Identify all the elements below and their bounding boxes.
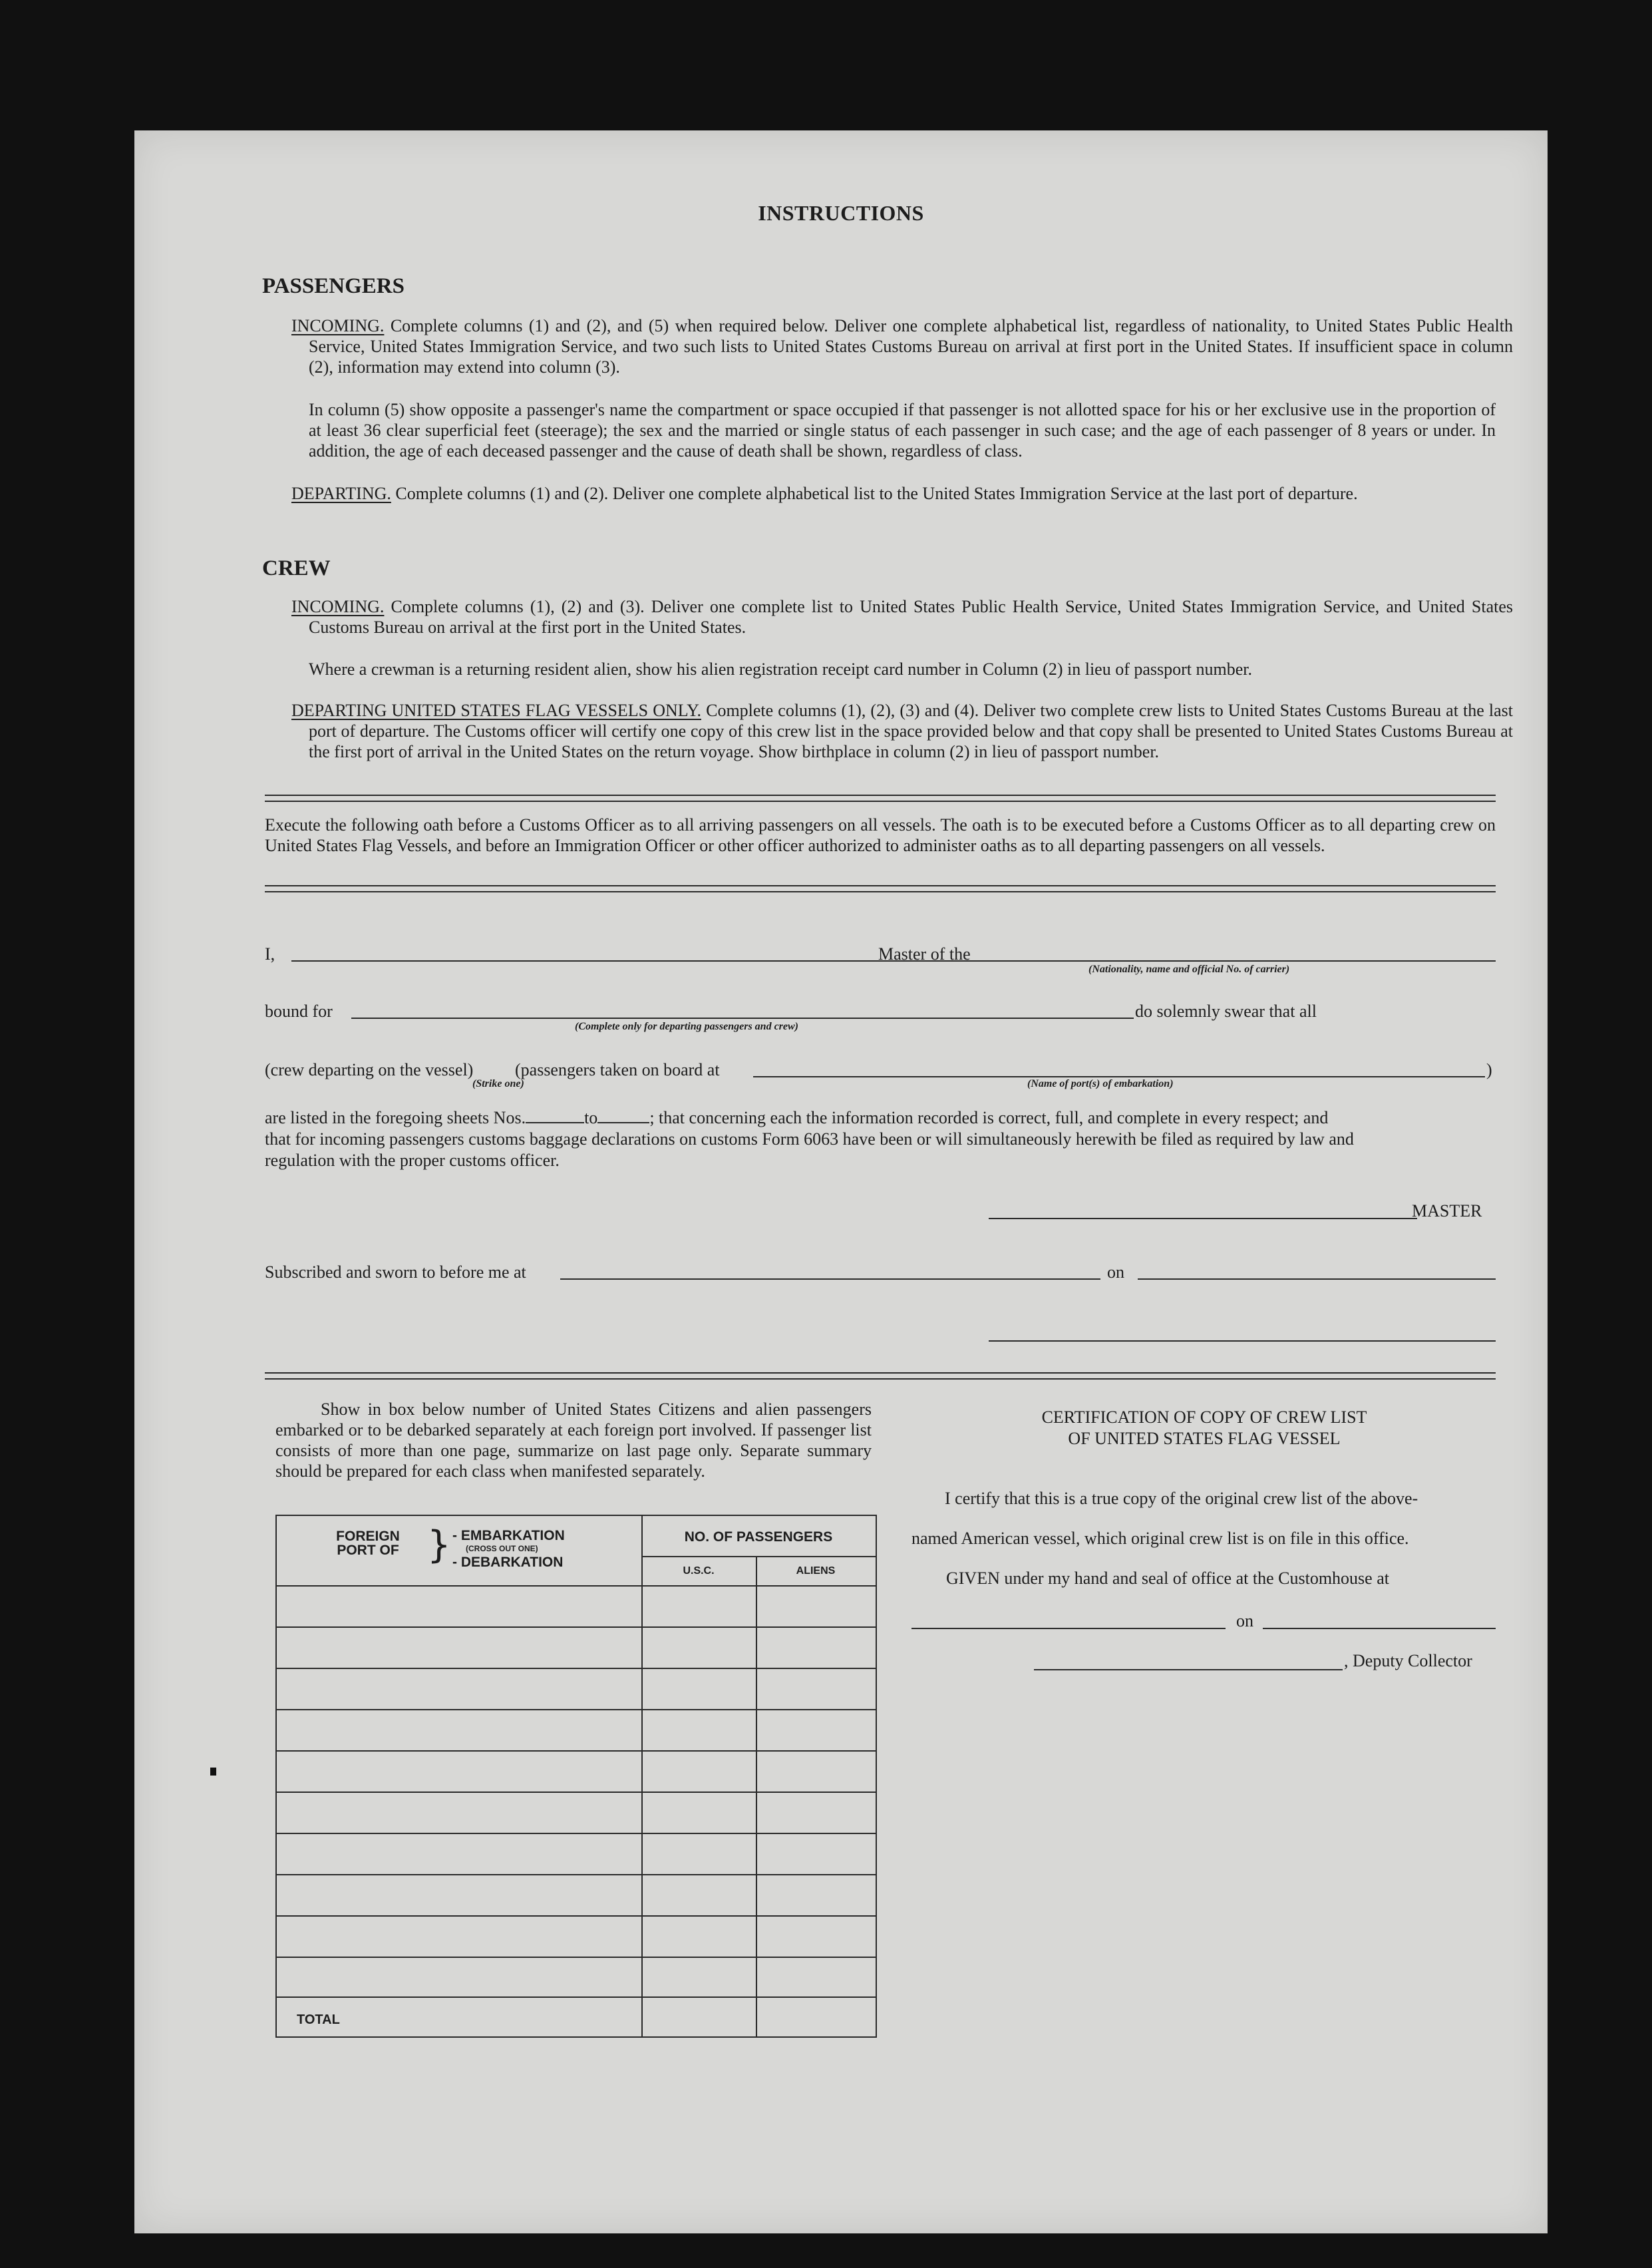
carrier-line[interactable] <box>987 960 1496 962</box>
crew-departing-text: Complete columns (1), (2), (3) and (4). Deliver two complete crew lists to United States Customs Bureau at the last port of departure. The Customs officer will certify one copy of this crew list in the space provided below and that copy shall be presented to United States Customs Bureau at the first port of arrival in the United States on the return voyage. Show birthplace in column (2) in lieu of passport number. <box>309 701 1513 761</box>
listed-d: regulation with the proper customs officer. <box>265 1151 560 1170</box>
passengers-heading: PASSENGERS <box>262 274 405 298</box>
crew-departing-paragraph <box>291 700 1513 762</box>
deputy-signature-line[interactable] <box>1034 1669 1343 1670</box>
officer-signature-line[interactable] <box>989 1340 1496 1342</box>
divider-double <box>265 885 1496 892</box>
form-page <box>134 130 1548 2233</box>
sheet-from-field[interactable] <box>526 1107 584 1123</box>
table-header-split <box>641 1556 876 1557</box>
oath-i: I, <box>265 944 275 964</box>
table-row <box>277 1626 876 1628</box>
passengers-departing-paragraph <box>291 483 1513 504</box>
page-title: INSTRUCTIONS <box>758 201 924 225</box>
swear-label: do solemnly swear that all <box>1135 1002 1317 1021</box>
master-of-the-label: Master of the <box>878 944 971 964</box>
table-row <box>277 1709 876 1710</box>
divider-double <box>265 795 1496 802</box>
cert-on-label: on <box>1236 1611 1253 1630</box>
table-row <box>277 1792 876 1793</box>
cert-date-line[interactable] <box>1263 1628 1496 1629</box>
nationality-caption: (Nationality, name and official No. of carrier) <box>1088 964 1290 975</box>
table-row <box>277 1750 876 1752</box>
total-label: TOTAL <box>297 2012 340 2027</box>
debarkation-option: - DEBARKATION <box>452 1555 564 1570</box>
sworn-at-line[interactable] <box>560 1278 1100 1280</box>
oath-intro-paragraph: Execute the following oath before a Customs Officer as to all arriving passengers on all vessels. The oath is to be executed before a Customs Officer as to all departing crew on United States Flag Vessels, and before an Immigration Officer or other officer authorized to administer oaths as to all departing passengers on all vessels. <box>265 815 1496 855</box>
close-paren: ) <box>1486 1060 1492 1079</box>
cross-out-note: (CROSS OUT ONE) <box>466 1544 538 1553</box>
master-label: MASTER <box>1412 1201 1482 1221</box>
brace-icon: } <box>427 1523 451 1567</box>
complete-caption: (Complete only for departing passengers and crew) <box>575 1021 798 1032</box>
passengers-taken-option: (passengers taken on board at <box>515 1060 720 1079</box>
crew-alien-paragraph: Where a crewman is a returning resident alien, show his alien registration receipt card number in Column (2) in lieu of passport number. <box>309 660 1253 679</box>
table-col-divider <box>641 1516 643 2036</box>
customhouse-line[interactable] <box>911 1628 1226 1629</box>
passengers-incoming-text: Complete columns (1) and (2), and (5) when required below. Deliver one complete alphabetical list, regardless of nationality, to United States Public Health Service, United States Immigration Service, and two such lists to United States Customs Bureau on arrival at first port in the United States. If insufficient space in column (2), information may extend into column (3). <box>309 316 1513 377</box>
summary-note: Show in box below number of United States Citizens and alien passengers embarked or to be debarked separately at each foreign port involved. If passenger list consists of more than one page, summarize on last page only. Separate summary should be prepared for each class when manifested separately. <box>275 1400 872 1481</box>
destination-line[interactable] <box>351 1018 1134 1019</box>
table-col-divider <box>756 1556 757 2036</box>
embarkation-ports-line[interactable] <box>753 1076 1485 1077</box>
bound-for-label: bound for <box>265 1002 333 1021</box>
to-label: to <box>584 1108 598 1127</box>
crew-departing-option: (crew departing on the vessel) <box>265 1060 474 1079</box>
passengers-departing-lead: DEPARTING. <box>291 484 391 503</box>
embarkation-option: - EMBARKATION <box>452 1528 565 1543</box>
given-line: GIVEN under my hand and seal of office at the Customhouse at <box>946 1569 1389 1588</box>
table-row <box>277 1996 876 1998</box>
table-header-bottom <box>277 1585 876 1587</box>
certification-title-line2: OF UNITED STATES FLAG VESSEL <box>1068 1429 1341 1448</box>
ink-mark <box>210 1768 216 1776</box>
no-of-passengers-header: NO. OF PASSENGERS <box>684 1529 833 1545</box>
divider-double <box>265 1372 1496 1380</box>
passengers-incoming-paragraph <box>291 315 1513 377</box>
crew-departing-lead: DEPARTING UNITED STATES FLAG VESSELS ONLY. <box>291 701 701 720</box>
table-row <box>277 1957 876 1958</box>
table-row <box>277 1915 876 1917</box>
foreign-port-header: FOREIGN PORT OF <box>336 1529 400 1558</box>
on-label: on <box>1107 1262 1124 1282</box>
passengers-incoming-lead: INCOMING. <box>291 316 385 335</box>
ports-caption: (Name of port(s) of embarkation) <box>1027 1078 1174 1089</box>
passengers-column5-paragraph: In column (5) show opposite a passenger's name the compartment or space occupied if that passenger is not allotted space for his or her exclusive use in the proportion of at least 36 clear superficial feet (steerage); the sex and the married or single status of each passenger in such case; and the age of each passenger of 8 years or under. In addition, the age of each deceased passenger and the cause of death shall be shown, regardless of class. <box>309 400 1496 461</box>
sheet-to-field[interactable] <box>597 1107 649 1123</box>
certify-line-b: named American vessel, which original crew list is on file in this office. <box>911 1529 1409 1548</box>
passengers-departing-text: Complete columns (1) and (2). Deliver one complete alphabetical list to the United States Immigration Service at the last port of departure. <box>391 484 1358 503</box>
listed-line1 <box>265 1107 1328 1128</box>
crew-incoming-lead: INCOMING. <box>291 597 385 616</box>
table-row <box>277 1833 876 1834</box>
certify-line-a: I certify that this is a true copy of the original crew list of the above- <box>945 1489 1418 1508</box>
strike-one-caption: (Strike one) <box>472 1078 524 1089</box>
listed-b: ; that concerning each the information recorded is correct, full, and complete in every respect; and <box>649 1108 1329 1127</box>
crew-incoming-paragraph <box>291 596 1513 638</box>
listed-c: that for incoming passengers customs baggage declarations on customs Form 6063 have been or will simultaneously herewith be filed as required by law and <box>265 1129 1354 1149</box>
aliens-header: ALIENS <box>796 1565 836 1577</box>
table-row <box>277 1874 876 1875</box>
master-signature-line[interactable] <box>989 1218 1417 1219</box>
table-row <box>277 1668 876 1669</box>
crew-incoming-text: Complete columns (1), (2) and (3). Deliver one complete list to United States Public Health Service, United States Immigration Service, and United States Customs Bureau on arrival at the first port in the United States. <box>309 597 1513 637</box>
sworn-date-line[interactable] <box>1138 1278 1496 1280</box>
crew-heading: CREW <box>262 556 331 580</box>
certification-title-line1: CERTIFICATION OF COPY OF CREW LIST <box>1041 1408 1367 1427</box>
listed-a: are listed in the foregoing sheets Nos. <box>265 1108 526 1127</box>
deputy-collector-label: , Deputy Collector <box>1344 1651 1472 1670</box>
subscribed-label: Subscribed and sworn to before me at <box>265 1262 526 1282</box>
usc-header: U.S.C. <box>683 1565 715 1577</box>
passenger-summary-table <box>275 1515 877 2038</box>
